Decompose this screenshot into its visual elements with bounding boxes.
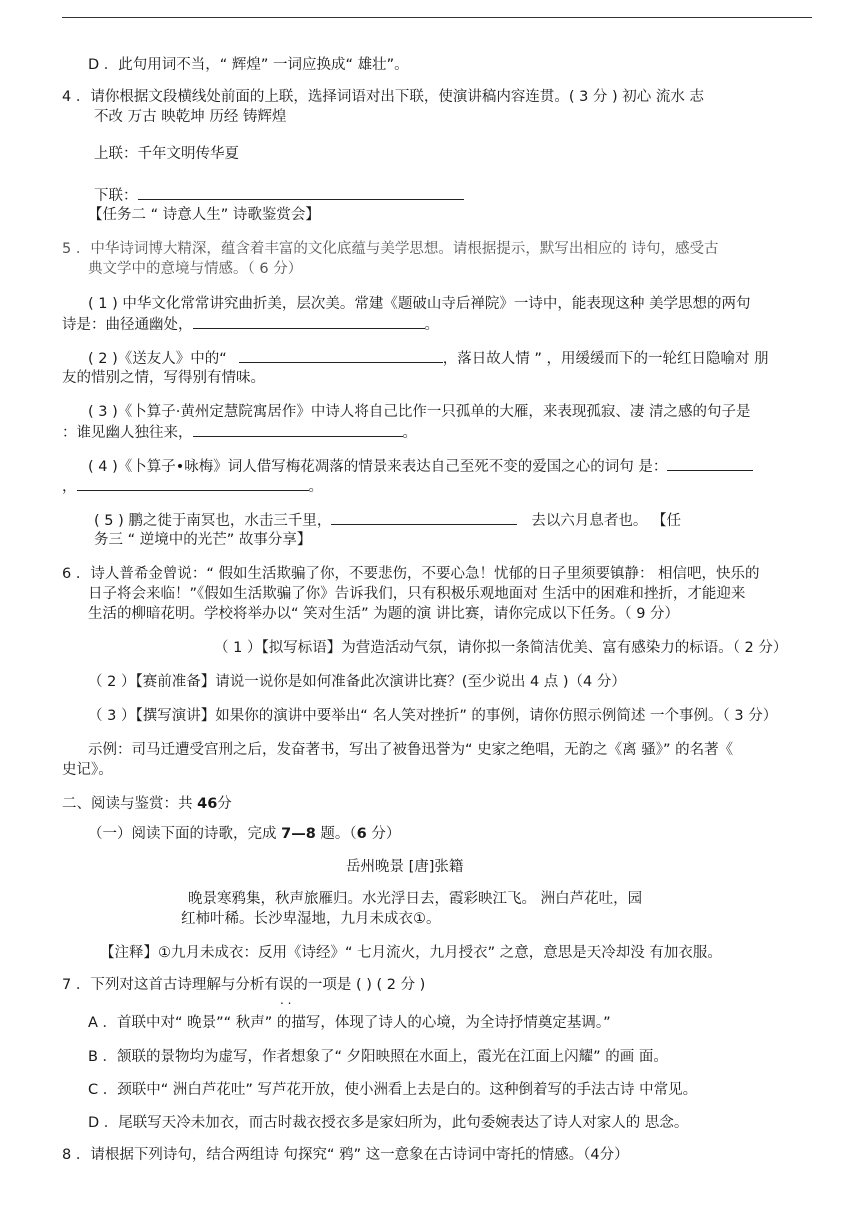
q5-s3-blank[interactable] (193, 422, 403, 437)
q5-s2-line2: 友的惜别之情，写得别有情味。 (62, 370, 265, 386)
q3-option-d: D ．此句用词不当，“ 辉煌” 一词应换成“ 雄壮”。 (88, 57, 409, 73)
section2-total-score: 46 (197, 796, 218, 812)
q5-s3-suffix: 。 (402, 425, 417, 441)
q4-upper-couplet: 上联：千年文明传华夏 (94, 146, 239, 162)
q7-emphasis-dots: . . (280, 993, 292, 1007)
q7-option-b: B ．颔联的景物均为虚写，作者想象了“ 夕阳映照在水面上，霞光在江面上闪耀” 的画 面。 (88, 1049, 668, 1065)
section2-heading-prefix: 二、阅读与鉴赏：共 (62, 796, 198, 812)
sub-heading-prefix: （一）阅读下面的诗歌，完成 (88, 826, 282, 842)
q6-stem-line2: 日子将会来临！”《假如生活欺骗了你》告诉我们，只有积极乐观地面对 生活中的困难和挫折，才能迎来 (88, 586, 746, 602)
q4-lower-label: 下联： (94, 188, 138, 204)
sub-heading-suffix: 分） (366, 826, 401, 842)
q5-stem-line1: 5 ．中华诗词博大精深，蕴含着丰富的文化底蕴与美学思想。请根据提示，默写出相应的 诗句，感受古 (62, 241, 719, 257)
q5-s5-line1 (94, 510, 681, 531)
q5-s2-blank[interactable] (239, 348, 443, 363)
q5-s4-line2 (62, 476, 323, 497)
sub-heading-score: 6 (356, 826, 367, 842)
q4-word-choices: 不改 万古 映乾坤 历经 铸辉煌 (94, 109, 287, 125)
q6-part3: （ 3 ）【撰写演讲】如果你的演讲中要举出“ 名人笑对挫折” 的事例，请你仿照示例简述 一个事例。（ 3 分） (88, 708, 778, 724)
q5-s4-text: ( 4 )《卜算子•咏梅》词人借写梅花凋落的情景来表达自己至死不变的爱国之心的词句 是： (88, 459, 668, 475)
q5-s4-suffix: 。 (308, 479, 323, 495)
task2-heading: 【任务二 “ 诗意人生” 诗歌鉴赏会】 (88, 207, 320, 223)
q5-s3-prefix: ：谁见幽人独往来， (62, 425, 193, 441)
section2-heading (62, 794, 232, 814)
q4-stem: 4 ．请你根据文段横线处前面的上联，选择词语对出下联，使演讲稿内容连贯。( 3 分 ) 初心 流水 志 (62, 89, 705, 105)
poem-note: 【注释】①九月未成衣：反用《诗经》“ 七月流火，九月授衣” 之意，意思是天冷却没 有加衣服。 (100, 945, 722, 961)
q5-s4-blank1[interactable] (667, 456, 753, 471)
task3-heading: 务三 “ 逆境中的光芒” 故事分享】 (94, 532, 312, 548)
q5-s2-prefix: ( 2 )《送友人》中的“ (88, 351, 227, 367)
q7-option-a: A ．首联中对“ 晚景”“ 秋声” 的描写，体现了诗人的心境，为全诗抒情奠定基调。” (88, 1015, 611, 1031)
q8-stem: 8 ．请根据下列诗句，结合两组诗 句探究“ 鸦” 这一意象在古诗词中寄托的情感。（4分） (62, 1147, 629, 1163)
q6-example-line1: 示例：司马迁遭受宫刑之后，发奋著书，写出了被鲁迅誉为“ 史家之绝唱，无韵之《离 骚》” 的名著《 (88, 742, 734, 758)
q5-s3-line1: ( 3 )《卜算子·黄州定慧院寓居作》中诗人将自己比作一只孤单的大雁，来表现孤寂、凄 清之感的句子是 (88, 404, 751, 420)
q5-s1-blank[interactable] (193, 314, 425, 329)
q5-s1-prefix: 诗是：曲径通幽处， (62, 317, 193, 333)
q6-part1: （ 1 ）【拟写标语】为营造活动气氛，请你拟一条简洁优美、富有感染力的标语。（ 2 分） (214, 640, 788, 656)
q6-part2: （ 2 ）【赛前准备】请说一说你是如何准备此次演讲比赛？(至少说出 4 点 )（4 分） (88, 674, 626, 690)
q5-s5-blank[interactable] (331, 510, 517, 525)
poem-line1: 晚景寒鸦集，秋声旅雁归。水光浮日去，霞彩映江飞。 洲白芦花吐，园 (188, 891, 643, 907)
q5-s4-prefix: ， (62, 479, 77, 495)
q4-lower-couplet (94, 185, 464, 206)
q6-example-line2: 史记》。 (62, 762, 113, 778)
q6-stem-line3: 生活的柳暗花明。学校将举办以“ 笑对生活” 为题的演 讲比赛，请你完成以下任务。（ 9 分） (88, 606, 680, 622)
q6-stem-line1: 6 ．诗人普希金曾说：“ 假如生活欺骗了你，不要悲伤，不要心急！忧郁的日子里须要镇静： 相信吧，快乐的 (62, 566, 760, 582)
header-rule (62, 17, 812, 18)
sub-heading-mid: 题。（ (315, 826, 357, 842)
q5-s1-line1: ( 1 ) 中华文化常常讲究曲折美，层次美。常建《题破山寺后禅院》一诗中，能表现这种 美学思想的两句 (88, 296, 751, 312)
q7-stem: 7 ．下列对这首古诗理解与分析有误的一项是 ( ) ( 2 分 ) (62, 977, 426, 993)
section2-heading-suffix: 分 (217, 796, 232, 812)
q4-answer-blank[interactable] (138, 185, 464, 200)
poem-line2: 红柿叶稀。长沙卑湿地，九月未成衣①。 (181, 911, 441, 927)
q5-s5-prefix: ( 5 ) 鹏之徙于南冥也，水击三千里， (94, 513, 332, 529)
q5-s4-line1 (88, 456, 753, 477)
q5-stem-line2: 典文学中的意境与情感。（ 6 分） (88, 261, 303, 277)
q5-s1-line2 (62, 314, 439, 335)
q5-s2-line1 (88, 348, 769, 369)
q5-s5-suffix: 去以六月息者也。 【任 (531, 513, 681, 529)
poem-title: 岳州晚景 [唐]张籍 (346, 859, 464, 875)
section2-sub-heading (88, 824, 400, 844)
q7-option-d: D ．尾联写天冷未加衣，而古时裁衣授衣多是家妇所为，此句委婉表达了诗人对家人的 思念。 (88, 1115, 689, 1131)
q7-option-c: C ．颈联中“ 洲白芦花吐” 写芦花开放，使小洲看上去是白的。这种倒着写的手法古诗 中常见。 (88, 1082, 698, 1098)
q5-s1-suffix: 。 (424, 317, 439, 333)
sub-heading-range: 7—8 (281, 826, 316, 842)
q5-s2-suffix: ，落日故人情 ” ，用缓缓而下的一轮红日隐喻对 朋 (442, 351, 769, 367)
q5-s4-blank2[interactable] (77, 476, 309, 491)
q5-s3-line2 (62, 422, 417, 443)
